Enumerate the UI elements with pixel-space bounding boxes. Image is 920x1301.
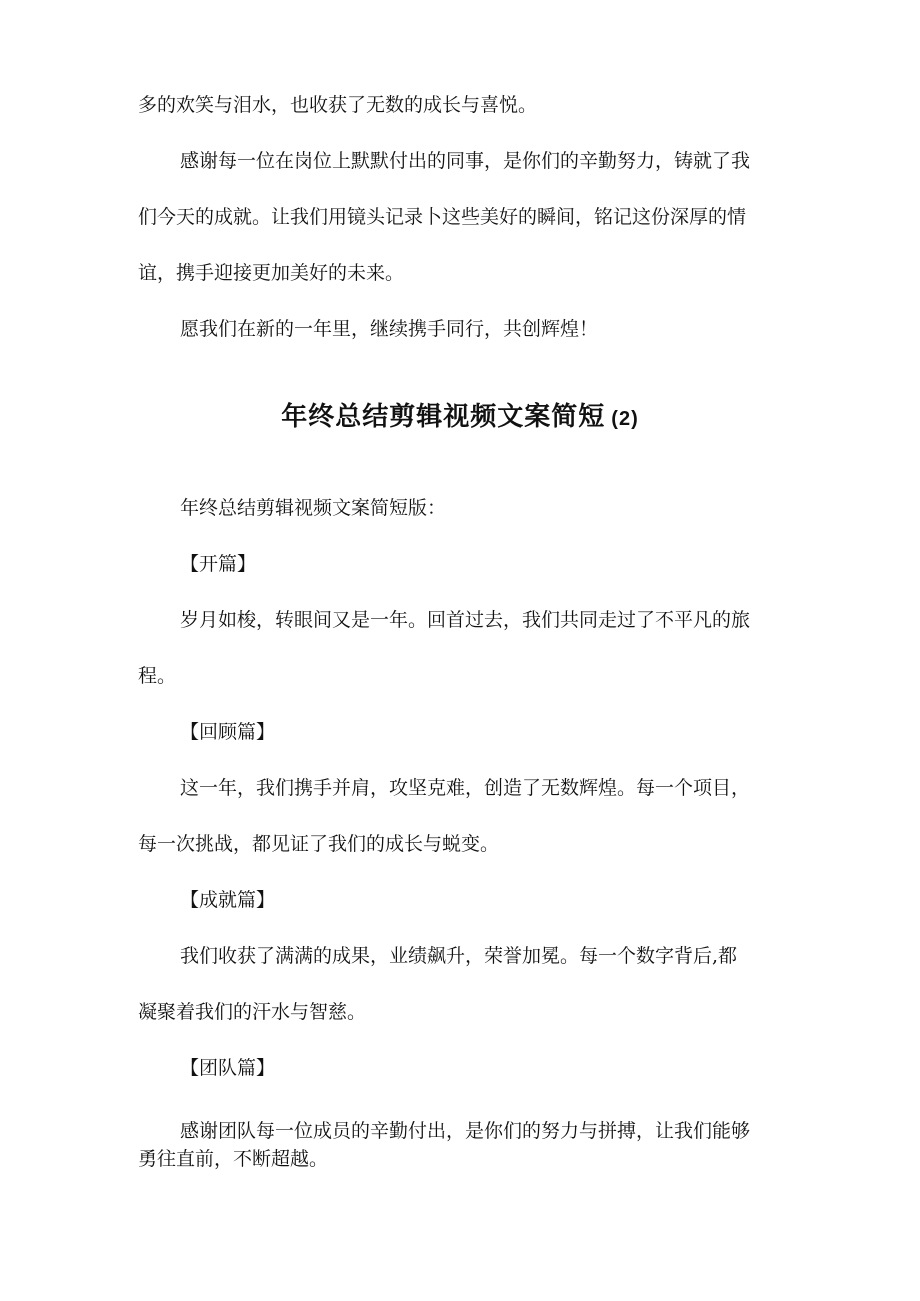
wish-paragraph: 愿我们在新的一年里，继续携手同行，共创辉煌！ xyxy=(180,318,599,340)
thanks-paragraph-line-3: 谊，携手迎接更加美好的未来。 xyxy=(138,262,405,284)
review-text-line-1: 这一年，我们携手并肩，攻坚克难，创造了无数辉煌。每一个项目， xyxy=(180,777,751,799)
section-subtitle: 年终总结剪辑视频文案简短版： xyxy=(180,497,447,519)
achievement-text-line-1: 我们收获了满满的成果，业绩飙升，荣誉加冕。每一个数字背后,都 xyxy=(180,945,738,967)
opening-text-line-1: 岁月如梭，转眼间又是一年。回首过去，我们共同走过了不平凡的旅 xyxy=(180,609,751,631)
team-heading: 【团队篇】 xyxy=(180,1057,276,1079)
achievement-text-line-2: 凝聚着我们的汗水与智慈。 xyxy=(138,1001,367,1023)
section-title-number: (2) xyxy=(611,408,639,430)
thanks-paragraph-line-2: 们今天的成就。让我们用镜头记录卜这些美好的瞬间，铭记这份深厚的情 xyxy=(138,206,747,228)
review-heading: 【回顾篇】 xyxy=(180,721,276,743)
team-text-line-1: 感谢团队每一位成员的辛勤付出，是你们的努力与拼搏，让我们能够 xyxy=(180,1120,751,1142)
opening-heading: 【开篇】 xyxy=(180,553,257,575)
intro-line: 多的欢笑与泪水，也收获了无数的成长与喜悦。 xyxy=(138,94,538,116)
review-text-line-2: 每一次挑战，都见证了我们的成长与蜕变。 xyxy=(138,833,500,855)
opening-text-line-2: 程。 xyxy=(138,665,177,687)
section-title-text: 年终总结剪辑视频文案简短 xyxy=(281,402,606,432)
team-text-line-2: 勇往直前，不断超越。 xyxy=(138,1148,329,1170)
thanks-paragraph-line-1: 感谢每一位在岗位上默默付出的同事，是你们的辛勤努力，铸就了我 xyxy=(180,150,751,172)
section-title xyxy=(0,397,920,439)
achievement-heading: 【成就篇】 xyxy=(180,889,276,911)
